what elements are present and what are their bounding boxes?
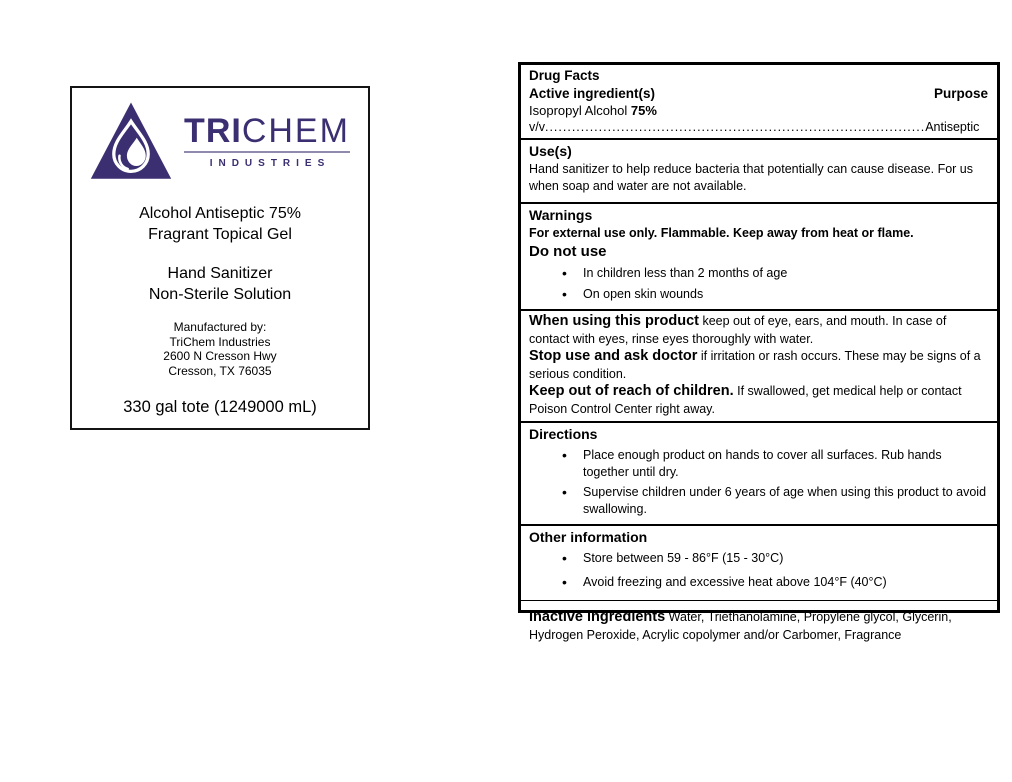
drug-facts-panel [518,62,1000,642]
brand-name-light: CHEM [241,112,350,150]
vv-purpose-line [529,119,988,135]
inactive-ingredients-paragraph [529,609,988,644]
bullet-item: • On open skin wounds [529,286,988,303]
vv-label: v/v [529,120,545,134]
uses-heading: Use(s) [529,143,572,159]
warnings-heading: Warnings [529,207,593,223]
bullet-item: • In children less than 2 months of age [529,265,988,282]
container-label [70,86,370,430]
inactive-ingredients-lead: Inactive ingredients [529,609,666,625]
directions-list [529,447,988,517]
brand-wordmark [184,113,350,169]
bullet-item: • Place enough product on hands to cover all surfaces. Rub hands together until dry. [529,447,988,480]
active-ingredient-name: Isopropyl Alcohol [529,103,628,118]
manufacturer-name: TriChem Industries [169,334,271,349]
keep-out-paragraph [529,383,988,418]
uses-body: Hand sanitizer to help reduce bacteria that potentially can cause disease. For us when soap and water are not available. [529,162,974,193]
stop-use-text: if irritation or rash occurs. These may be signs of a serious condition. [529,349,981,381]
directions-heading: Directions [529,426,598,442]
drug-facts-title: Drug Facts [529,68,600,83]
droplet-triangle-icon [90,101,172,181]
product-line: Non-Sterile Solution [148,286,292,303]
bullet-item: • Store between 59 - 86°F (15 - 30°C) [529,550,988,567]
purpose-value: Antiseptic [925,120,980,134]
section-other-information [521,524,997,600]
active-ingredient-line [529,102,988,119]
when-using-lead: When using this product [529,313,699,329]
section-active-ingredients [521,65,997,138]
brand-name-bold: TRI [184,112,242,150]
net-contents: 330 gal tote (1249000 mL) [123,398,317,416]
other-information-heading: Other information [529,529,648,545]
flammable-warning: For external use only. Flammable. Keep away from heat or flame. [529,226,914,240]
spacer [72,245,368,263]
product-line: Fragrant Topical Gel [148,226,292,243]
section-inactive-ingredients [521,600,997,649]
when-using-paragraph [529,313,988,348]
active-purpose-header-row [529,85,988,102]
product-line: Alcohol Antiseptic 75% [139,205,301,222]
manufacturer-block [72,320,368,378]
stop-use-lead: Stop use and ask doctor [529,348,698,364]
keep-out-lead: Keep out of reach of children. [529,383,734,399]
active-ingredients-header: Active ingredient(s) [529,86,656,101]
other-information-list [529,550,988,590]
manufactured-by-label: Manufactured by: [173,320,267,334]
product-name-block [72,203,368,305]
when-using-text: keep out of eye, ears, and mouth. In case of contact with eyes, rinse eyes thoroughly with water. [529,314,947,346]
stop-use-paragraph [529,348,988,383]
section-directions [521,421,997,524]
trichem-logo [72,101,368,181]
product-line: Hand Sanitizer [167,265,273,282]
brand-name [184,113,350,149]
purpose-header: Purpose [933,86,988,101]
manufacturer-address: Cresson, TX 76035 [168,363,272,378]
active-ingredient-strength: 75% [630,103,657,118]
keep-out-text: If swallowed, get medical help or contact Poison Control Center right away. [529,384,962,416]
do-not-use-list [529,265,988,302]
do-not-use-heading: Do not use [529,243,607,260]
section-warnings [521,202,997,309]
brand-subtitle: INDUSTRIES [184,151,350,169]
leader-dots: ..................................................................................... [544,120,926,134]
section-when-using [521,309,997,421]
manufacturer-address: 2600 N Cresson Hwy [163,349,277,363]
bullet-item: • Avoid freezing and excessive heat above 104°F (40°C) [529,574,988,591]
section-uses [521,138,997,202]
inactive-ingredients-text: Water, Triethanolamine, Propylene glycol, Glycerin, Hydrogen Peroxide, Acrylic copolymer and/or Carbomer, Fragrance [529,610,952,642]
bullet-item: • Supervise children under 6 years of age when using this product to avoid swallowing. [529,484,988,517]
